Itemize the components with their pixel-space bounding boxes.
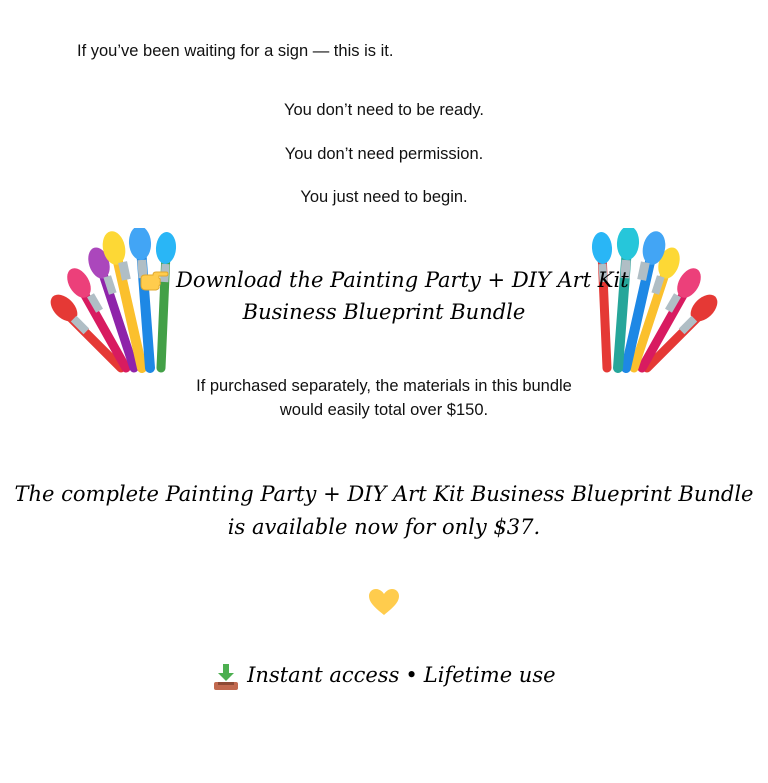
pointing-right-hand-icon (139, 271, 169, 293)
download-tray-icon (212, 663, 240, 691)
offer-text (0, 478, 768, 544)
yellow-heart-icon (368, 588, 400, 616)
download-headline (0, 264, 768, 328)
headline-line-2: Business Blueprint Bundle (242, 300, 526, 324)
affirmation-permission: You don’t need permission. (284, 145, 484, 163)
access-separator: • (405, 663, 418, 687)
offer-line-1: The complete Painting Party + DIY Art Kit Business Blueprint Bundle (14, 482, 754, 506)
affirmation-begin: You just need to begin. (300, 188, 468, 206)
offer-line-2: is available now for only $37. (227, 515, 541, 539)
affirmation-ready: You don’t need to be ready. (284, 101, 484, 119)
instant-access-label: Instant access (247, 663, 400, 687)
lifetime-use-label: Lifetime use (423, 663, 556, 687)
value-line-1: If purchased separately, the materials in this bundle (196, 377, 572, 395)
access-line (0, 660, 768, 691)
value-line-2: would easily total over $150. (279, 401, 489, 419)
headline-line-1: Download the Painting Party + DIY Art Kit (176, 268, 629, 292)
intro-text: If you’ve been waiting for a sign — this is it. (77, 42, 394, 60)
